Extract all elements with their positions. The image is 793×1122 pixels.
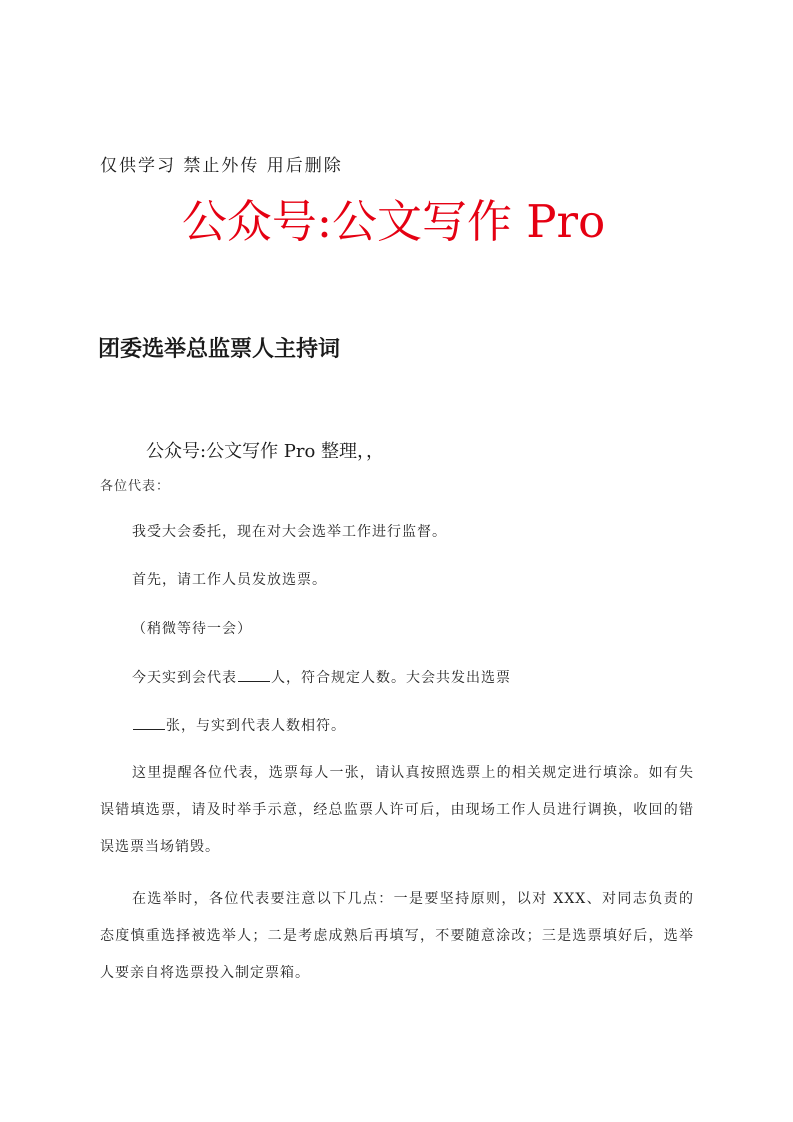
paragraph-1: 我受大会委托，现在对大会选举工作进行监督。 [132,524,447,540]
paragraph-2: 首先，请工作人员发放选票。 [132,572,327,588]
paragraph-5-text: 张，与实到代表人数相符。 [166,718,346,734]
salutation: 各位代表： [100,479,171,494]
paragraph-4-lead: 今天实到会代表 [132,670,237,686]
paragraph-4-tail: 人，符合规定人数。大会共发出选票 [271,670,511,686]
ballot-count-blank [133,715,165,730]
usage-notice: 仅供学习 禁止外传 用后删除 [100,156,343,176]
attendee-count-blank [238,667,270,682]
document-subtitle: 公众号:公文写作 Pro 整理，， [146,441,385,462]
paragraph-7: 在选举时，各位代表要注意以下几点：一是要坚持原则，以对 XXX、对同志负责的态度慎重选择被选举人；二是考虑成熟后再填写，不要随意涂改；三是选票填好后，选举人要亲自将选票投入制定票箱。 [100,891,694,981]
paragraph-4 [100,660,694,697]
document-title: 团委选举总监票人主持词 [98,337,341,362]
paragraph-6: 这里提醒各位代表，选票每人一张，请认真按照选票上的相关规定进行填涂。如有失误错填选票，请及时举手示意，经总监票人许可后，由现场工作人员进行调换，收回的错误选票当场销毁。 [100,765,694,855]
paragraph-3: （稍微等待一会） [132,621,252,637]
brand-banner [0,192,793,252]
paragraph-5 [100,708,694,745]
brand-text: 公众号:公文写作 Pro [181,195,606,248]
